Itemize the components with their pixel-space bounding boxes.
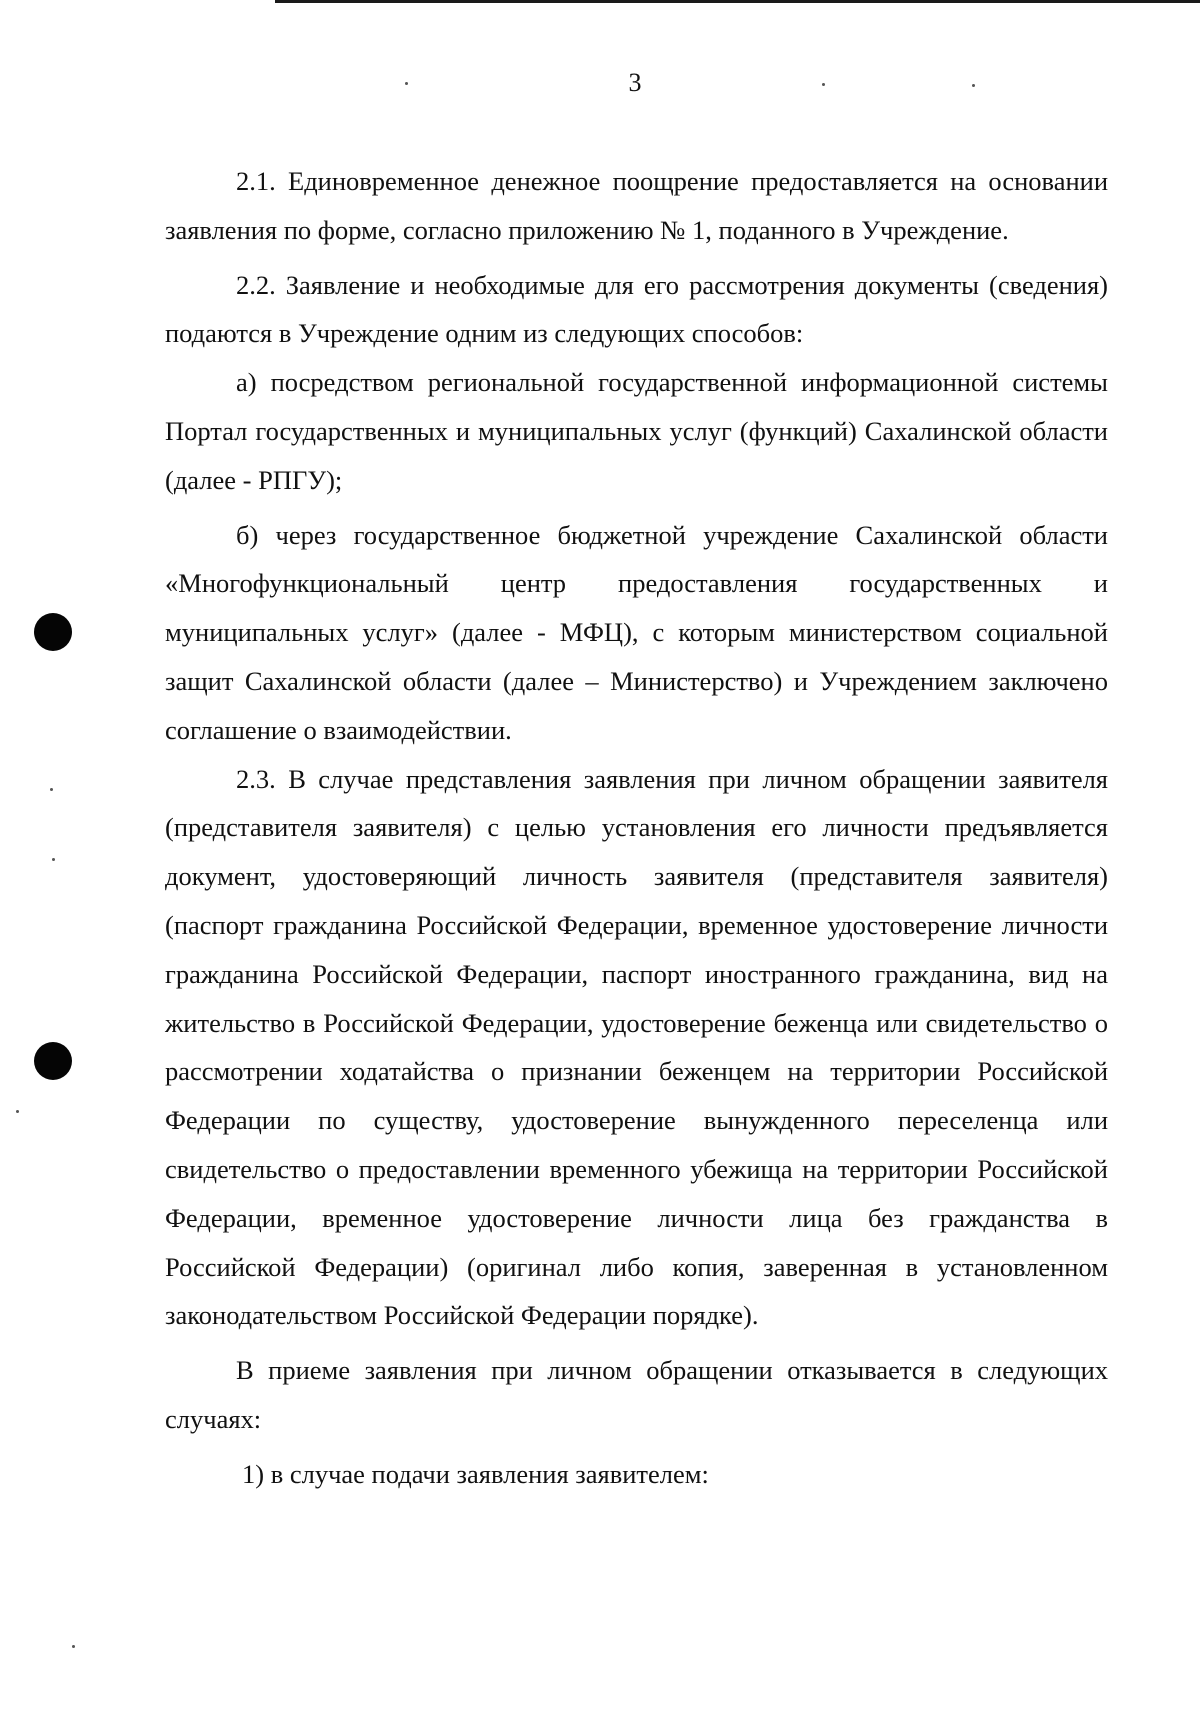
- page-number: 3: [628, 68, 642, 97]
- paragraph-2-2: 2.2. Заявление и необходимые для его рассмотрения документы (сведения) подаются в Учреждение одним из следующих способов:: [165, 269, 1108, 349]
- paragraph-2-3: 2.3. В случае представления заявления при личном обращении заявителя (представителя заявителя) с целью установления его личности предъявляется документ, удостоверяющий личность заявителя (представителя заявителя) (паспорт гражданина Российской Федерации, временное удостоверение личности гражданина Российской Федерации, паспорт иностранного гражданина, вид на жительство в Российской Федерации, удостоверение беженца или свидетельство о рассмотрении ходатайства о признании беженцем на территории Российской Федерации по существу, удостоверение вынужденного переселенца или свидетельство о предоставлении временного убежища на территории Российской Федерации, временное удостоверение личности лица без гражданства в Российской Федерации) (оригинал либо копия, заверенная в установленном законодательством Российской Федерации порядке).: [165, 763, 1108, 1331]
- scan-speck: [52, 858, 55, 861]
- binder-hole-lower: [34, 1042, 72, 1080]
- paragraph-item-a: а) посредством региональной государственной информационной системы Портал государственных и муниципальных услуг (функций) Сахалинской области (далее - РПГУ);: [165, 367, 1108, 495]
- scan-speck: [72, 1645, 75, 1648]
- paragraph-refusal-cases: В приеме заявления при личном обращении отказывается в следующих случаях:: [165, 1355, 1108, 1434]
- scan-top-border: [275, 0, 1200, 3]
- document-body: [165, 157, 1108, 1499]
- paragraph-item-b: б) через государственное бюджетной учреждение Сахалинской области «Многофункциональный центр предоставления государственных и муниципальных услуг» (далее - МФЦ), с которым министерством социальной защит Сахалинской области (далее – Министерство) и Учреждением заключено соглашение о взаимодействии.: [165, 519, 1108, 745]
- paragraph-2-1: 2.1. Единовременное денежное поощрение предоставляется на основании заявления по форме, согласно приложению № 1, поданного в Учреждение.: [165, 166, 1108, 245]
- scan-speck: [50, 788, 53, 791]
- paragraph-case-1: 1) в случае подачи заявления заявителем:: [242, 1458, 709, 1489]
- scan-speck: [16, 1110, 19, 1113]
- binder-hole-upper: [34, 613, 72, 651]
